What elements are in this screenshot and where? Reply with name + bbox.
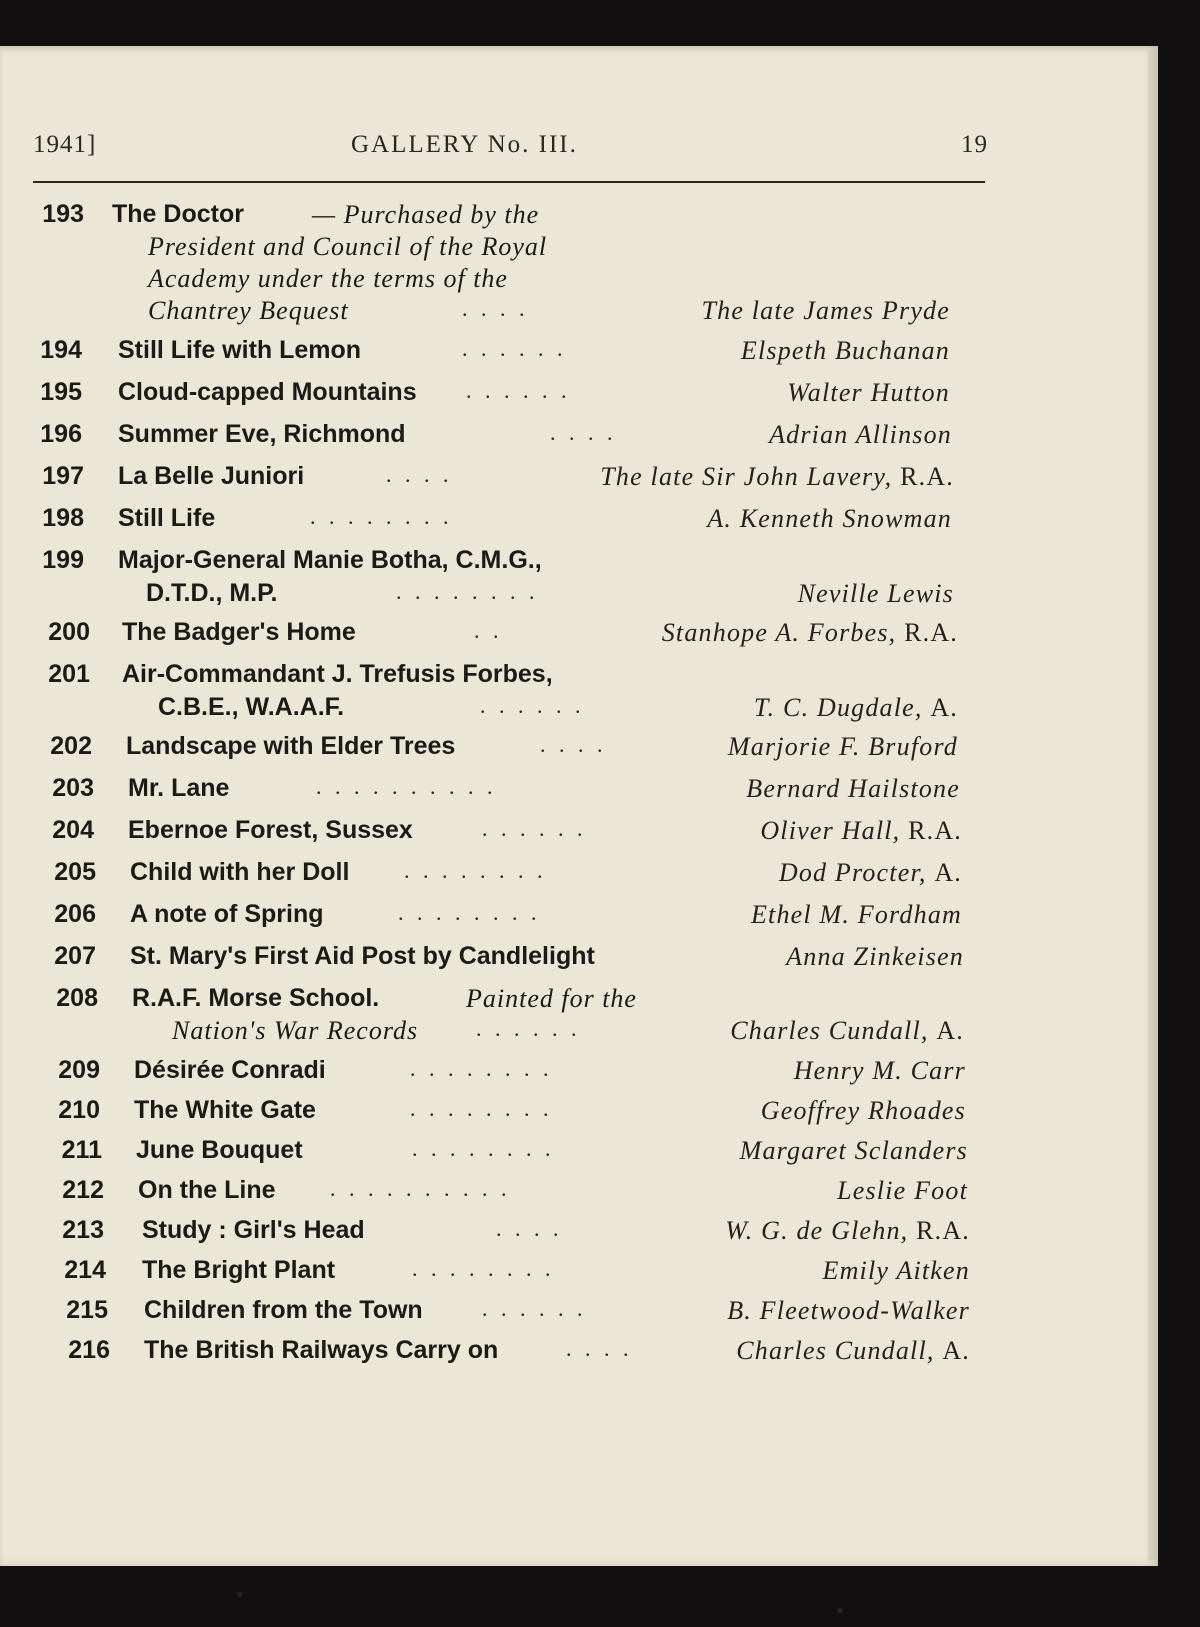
entry-title-continued: D.T.D., M.P. xyxy=(146,579,278,607)
leader-dots: . . . . . . . . . . xyxy=(316,774,497,799)
entry-number: 201 xyxy=(48,660,90,688)
entry-artist: Geoffrey Rhoades xyxy=(760,1096,966,1125)
entry-artist: Oliver Hall, R.A. xyxy=(760,816,962,845)
leader-dots: . . . . . . . . xyxy=(412,1136,555,1161)
leader-dots: . . . . xyxy=(566,1336,633,1361)
entry-title: St. Mary's First Aid Post by Candlelight xyxy=(130,942,595,970)
leader-dots: . . . . . . . . xyxy=(396,579,539,604)
leader-dots: . . . . . . . . xyxy=(410,1096,553,1121)
entry-note: — Purchased by the xyxy=(312,200,540,229)
leader-dots: . . . . . . . . xyxy=(310,504,453,529)
leader-dots: . . . . . . . . xyxy=(410,1056,553,1081)
entry-artist: Margaret Sclanders xyxy=(739,1136,968,1165)
entry-artist: Charles Cundall, A. xyxy=(736,1336,970,1365)
entry-artist: Emily Aitken xyxy=(822,1256,970,1285)
entry-artist: The late Sir John Lavery, R.A. xyxy=(600,462,954,491)
entry-artist: W. G. de Glehn, R.A. xyxy=(725,1216,970,1245)
entry-title: The White Gate xyxy=(134,1096,316,1124)
entry-note: Nation's War Records xyxy=(172,1016,419,1045)
entry-title: Child with her Doll xyxy=(130,858,350,886)
entry-artist: Stanhope A. Forbes, R.A. xyxy=(661,618,958,647)
leader-dots: . . . . . . xyxy=(480,693,585,718)
entry-note: Academy under the terms of the xyxy=(148,264,508,293)
leader-dots: . . . . . . xyxy=(482,1296,587,1321)
entry-number: 199 xyxy=(42,546,84,574)
header-rule xyxy=(33,181,985,183)
entry-number: 215 xyxy=(66,1296,108,1324)
entry-title: On the Line xyxy=(138,1176,276,1204)
leader-dots: . . . . xyxy=(462,296,529,321)
entry-number: 202 xyxy=(50,732,92,760)
entry-title: Cloud-capped Mountains xyxy=(118,378,417,406)
leader-dots: . . . . xyxy=(386,462,453,487)
entry-number: 213 xyxy=(62,1216,104,1244)
entry-artist: Adrian Allinson xyxy=(769,420,952,449)
entry-title: The British Railways Carry on xyxy=(144,1336,499,1364)
entry-artist: Walter Hutton xyxy=(787,378,950,407)
entry-artist: Marjorie F. Bruford xyxy=(727,732,958,761)
leader-dots: . . . . . . . . xyxy=(404,858,547,883)
leader-dots: . . . . . . xyxy=(462,336,567,361)
entry-artist: Anna Zinkeisen xyxy=(786,942,964,971)
entry-title: Summer Eve, Richmond xyxy=(118,420,406,448)
header-gallery-title: GALLERY No. III. xyxy=(351,131,578,158)
entry-artist: Dod Procter, A. xyxy=(778,858,962,887)
entry-artist: Ethel M. Fordham xyxy=(750,900,962,929)
entry-number: 203 xyxy=(52,774,94,802)
entry-number: 209 xyxy=(58,1056,100,1084)
entry-number: 212 xyxy=(62,1176,104,1204)
leader-dots: . . . . xyxy=(550,420,617,445)
leader-dots: . . . . . . xyxy=(482,816,587,841)
entry-title: Ebernoe Forest, Sussex xyxy=(128,816,413,844)
entry-number: 194 xyxy=(40,336,82,364)
entry-number: 207 xyxy=(54,942,96,970)
entry-artist: Leslie Foot xyxy=(837,1176,968,1205)
entry-artist: Bernard Hailstone xyxy=(746,774,960,803)
entry-artist: A. Kenneth Snowman xyxy=(707,504,952,533)
entry-title: June Bouquet xyxy=(136,1136,303,1164)
leader-dots: . . . . . . . . . . xyxy=(330,1176,511,1201)
entry-number: 210 xyxy=(58,1096,100,1124)
entry-artist: The late James Pryde xyxy=(701,296,950,325)
entry-number: 211 xyxy=(61,1136,102,1164)
header-year: 1941] xyxy=(33,131,97,158)
leader-dots: . . xyxy=(474,618,503,643)
entry-note: Painted for the xyxy=(466,984,637,1013)
entry-number: 196 xyxy=(40,420,82,448)
entry-title: Children from the Town xyxy=(144,1296,423,1324)
entry-number: 208 xyxy=(56,984,98,1012)
running-head xyxy=(33,131,988,167)
entry-note: President and Council of the Royal xyxy=(148,232,548,261)
entry-artist: Neville Lewis xyxy=(797,579,954,608)
header-page-number: 19 xyxy=(961,131,988,158)
entry-number: 198 xyxy=(42,504,84,532)
entry-title: Désirée Conradi xyxy=(134,1056,326,1084)
entry-title: Landscape with Elder Trees xyxy=(126,732,456,760)
entry-title-continued: C.B.E., W.A.A.F. xyxy=(158,693,345,721)
entry-title: Mr. Lane xyxy=(128,774,230,802)
entry-number: 205 xyxy=(54,858,96,886)
entry-number: 204 xyxy=(52,816,94,844)
leader-dots: . . . . . . . . xyxy=(412,1256,555,1281)
leader-dots: . . . . . . xyxy=(466,378,571,403)
entry-number: 214 xyxy=(64,1256,106,1284)
entry-title: Major-General Manie Botha, C.M.G., xyxy=(118,546,542,574)
entry-title: R.A.F. Morse School. xyxy=(132,984,380,1012)
entry-artist: T. C. Dugdale, A. xyxy=(753,693,958,722)
entry-artist: B. Fleetwood-Walker xyxy=(727,1296,970,1325)
entry-title: Study : Girl's Head xyxy=(142,1216,365,1244)
leader-dots: . . . . . . . . xyxy=(398,900,541,925)
entry-title: The Doctor xyxy=(112,200,244,228)
entry-title: Still Life xyxy=(118,504,216,532)
entry-artist: Charles Cundall, A. xyxy=(730,1016,964,1045)
entry-title: The Bright Plant xyxy=(142,1256,336,1284)
entry-number: 206 xyxy=(54,900,96,928)
entry-title: Air-Commandant J. Trefusis Forbes, xyxy=(122,660,553,688)
entry-title: La Belle Juniori xyxy=(118,462,305,490)
entry-note: Chantrey Bequest xyxy=(148,296,349,325)
entry-title: Still Life with Lemon xyxy=(118,336,362,364)
entry-number: 193 xyxy=(42,200,84,228)
leader-dots: . . . . xyxy=(540,732,607,757)
leader-dots: . . . . . . xyxy=(476,1016,581,1041)
entry-artist: Henry M. Carr xyxy=(793,1056,966,1085)
entry-number: 197 xyxy=(42,462,84,490)
leader-dots: . . . . xyxy=(496,1216,563,1241)
entry-title: A note of Spring xyxy=(130,900,324,928)
entry-title: The Badger's Home xyxy=(122,618,356,646)
page-edge xyxy=(1148,50,1158,1560)
entry-artist: Elspeth Buchanan xyxy=(740,336,950,365)
entry-number: 200 xyxy=(48,618,90,646)
entry-number: 216 xyxy=(68,1336,110,1364)
entry-number: 195 xyxy=(40,378,82,406)
